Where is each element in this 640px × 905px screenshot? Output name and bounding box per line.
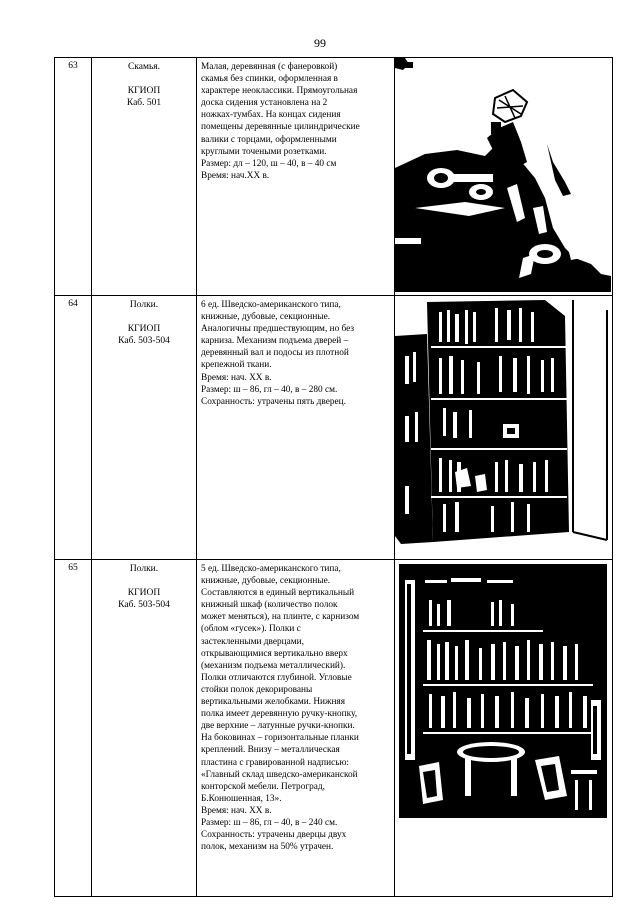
description-line: скамья без спинки, оформленная в	[201, 74, 338, 85]
bench-photo	[395, 58, 611, 292]
description-line: Составляются в единый вертикальный	[201, 588, 355, 599]
table-row	[55, 296, 613, 560]
inventory-table	[54, 57, 613, 897]
description-line: полка имеет деревянную ручку-кнопку,	[201, 709, 358, 720]
description-line: помещены деревянные цилиндрические	[201, 122, 360, 133]
item-name: Полки.	[129, 564, 159, 574]
description-line: карниза. Механизм подъема дверей –	[201, 336, 349, 347]
bookshelf-cabinet-photo	[395, 560, 611, 893]
description-line: «Главный склад шведско-американской	[201, 769, 358, 780]
description-line: книжные, дубовые, секционные.	[201, 576, 331, 587]
description-line: креплений. Внизу – металлическая	[201, 745, 340, 756]
description-line: характере неоклассики. Прямоугольная	[201, 86, 358, 97]
item-organization: КГИОП	[127, 86, 161, 96]
description-line: Размер: дл – 120, ш – 40, в – 40 см	[201, 158, 337, 169]
item-title-cell	[92, 560, 197, 897]
description-line: 5 ед. Шведско-американского типа,	[201, 564, 341, 574]
description-line: Время: нач. XX в.	[201, 372, 272, 383]
item-organization: КГИОП	[127, 324, 161, 334]
item-number: 64	[55, 296, 92, 560]
item-title-cell	[92, 58, 197, 296]
description-line: валики с торцами, оформленными	[201, 134, 337, 145]
description-line: стойки полок декорированы	[201, 684, 313, 695]
page-number: 99	[314, 36, 326, 50]
description-line: может меняться), на плинте, с карнизом	[201, 612, 360, 623]
description-line: конторской мебели. Петроград,	[201, 781, 325, 792]
item-description	[197, 296, 395, 560]
description-line: Размер: ш – 86, гл – 40, в – 280 см.	[201, 384, 338, 395]
item-room: Каб. 503-504	[118, 336, 170, 346]
description-line: две верхние – латунные ручки-кнопки.	[201, 721, 355, 732]
description-line: 6 ед. Шведско-американского типа,	[201, 300, 341, 310]
table-row	[55, 560, 613, 897]
description-line: (механизм подъема металлический).	[201, 660, 346, 671]
description-line: открывающимися вертикально вверх	[201, 648, 348, 659]
item-name: Полки.	[129, 300, 159, 310]
description-line: Сохранность: утрачены дверцы двух	[201, 830, 347, 841]
description-line: доска сидения установлена на 2	[201, 98, 328, 109]
description-line: застекленными дверцами,	[201, 636, 304, 647]
description-line: книжные, дубовые, секционные.	[201, 312, 331, 323]
photo-cell	[395, 58, 613, 296]
description-line: деревянный вал и подосы из плотной	[201, 348, 349, 359]
item-description	[197, 560, 395, 897]
photo-cell	[395, 296, 613, 560]
description-line: Полки отличаются глубиной. Угловые	[201, 672, 352, 683]
item-title-cell	[92, 296, 197, 560]
table-row	[55, 58, 613, 296]
item-description	[197, 58, 395, 296]
description-line: Малая, деревянная (с фанеровкой)	[201, 62, 338, 72]
description-line: Б.Конюшенная, 13».	[201, 793, 282, 804]
description-line: Сохранность: утрачены пять дверец.	[201, 396, 346, 407]
description-line: Размер: ш – 86, гл – 40, в – 240 см.	[201, 817, 338, 828]
item-room: Каб. 503-504	[118, 600, 170, 610]
item-number: 63	[55, 58, 92, 296]
item-name: Скамья.	[127, 62, 161, 72]
description-line: полок, механизм на 50% утрачен.	[201, 842, 334, 853]
item-number: 65	[55, 560, 92, 897]
item-room: Каб. 501	[126, 98, 162, 108]
description-line: ножках-тумбах. На концах сидения	[201, 110, 341, 121]
photo-cell	[395, 560, 613, 897]
description-line: вертикальными желобками. Нижняя	[201, 697, 345, 708]
description-line: книжный шкаф (количество полок	[201, 600, 338, 611]
item-organization: КГИОП	[127, 588, 161, 598]
description-line: Аналогичны предшествующим, но без	[201, 324, 355, 335]
description-line: На боковинах – горизонтальные планки	[201, 733, 359, 744]
description-line: крепежной ткани.	[201, 360, 272, 371]
description-line: (облом «гусек»). Полки с	[201, 624, 301, 635]
description-line: Время: нач. XX в.	[201, 805, 272, 816]
description-line: Время: нач.XX в.	[201, 170, 270, 181]
description-line: пластина с гравированной надписью:	[201, 757, 350, 768]
bookcase-photo	[395, 296, 611, 556]
description-line: круглыми точеными розетками.	[201, 146, 327, 157]
